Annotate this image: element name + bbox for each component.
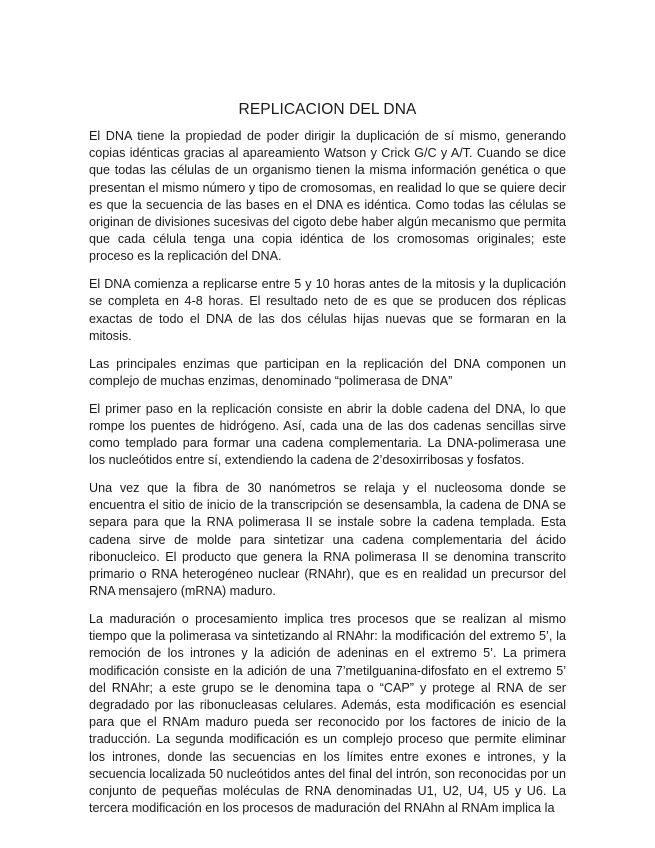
paragraph: El DNA tiene la propiedad de poder dirigir la duplicación de sí mismo, generando copias idénticas gracias al apareamiento Watson y Crick G/C y A/T. Cuando se dice que todas las células de un organismo tienen la misma información genética o que presentan el mismo número y tipo de cromosomas, en realidad lo que se quiere decir es que la secuencia de las bases en el DNA es idéntica. Como todas las células se originan de divisiones sucesivas del cigoto debe haber algún mecanismo que permita que cada célula tenga una copia idéntica de los cromosomas originales; este proceso es la replicación del DNA.: [89, 129, 566, 264]
document-body: [89, 128, 566, 828]
paragraph: Una vez que la fibra de 30 nanómetros se relaja y el nucleosoma donde se encuentra el sitio de inicio de la transcripción se desensambla, la cadena de DNA se separa para que la RNA polimerasa II se instale sobre la cadena templada. Esta cadena sirve de molde para sintetizar una cadena complementaria del ácido ribonucleico. El producto que genera la RNA polimerasa II se denomina transcrito primario o RNA heterogéneo nuclear (RNAhr), que es en realidad un precursor del RNA mensajero (mRNA) maduro.: [89, 481, 566, 599]
paragraph: La maduración o procesamiento implica tres procesos que se realizan al mismo tiempo que la polimerasa va sintetizando al RNAhr: la modificación del extremo 5’, la remoción de los intrones y la adición de adeninas en el extremo 5’. La primera modificación consiste en la adición de una 7’metilguanina-difosfato en el extremo 5’ del RNAhr; a este grupo se le denomina tapa o “CAP” y protege al RNA de ser degradado por las ribonucleasas celulares. Además, esta modificación es esencial para que el RNAm maduro pueda ser reconocido por los factores de inicio de la traducción. La segunda modificación es un complejo proceso que permite eliminar los intrones, donde las secuencias en los límites entre exones e intrones, y la secuencia localizada 50 nucleótidos antes del final del intrón, son reconocidas por un conjunto de pequeñas moléculas de RNA denominadas U1, U2, U4, U5 y U6. La tercera modificación en los procesos de maduración del RNAhn al RNAm implica la: [89, 612, 566, 816]
paragraph: Las principales enzimas que participan en la replicación del DNA componen un complejo de muchas enzimas, denominado “polimerasa de DNA”: [89, 356, 566, 388]
paragraph: El primer paso en la replicación consiste en abrir la doble cadena del DNA, lo que rompe los puentes de hidrógeno. Así, cada una de las dos cadenas sencillas sirve como templado para formar una cadena complementaria. La DNA-polimerasa une los nucleótidos entre sí, extendiendo la cadena de 2’desoxirribosas y fosfatos.: [89, 401, 566, 468]
document-title: REPLICACION DEL DNA: [238, 101, 417, 118]
paragraph: El DNA comienza a replicarse entre 5 y 10 horas antes de la mitosis y la duplicación se completa en 4-8 horas. El resultado neto de es que se producen dos réplicas exactas de todo el DNA de las dos células hijas nuevas que se formaran en la mitosis.: [89, 277, 566, 343]
